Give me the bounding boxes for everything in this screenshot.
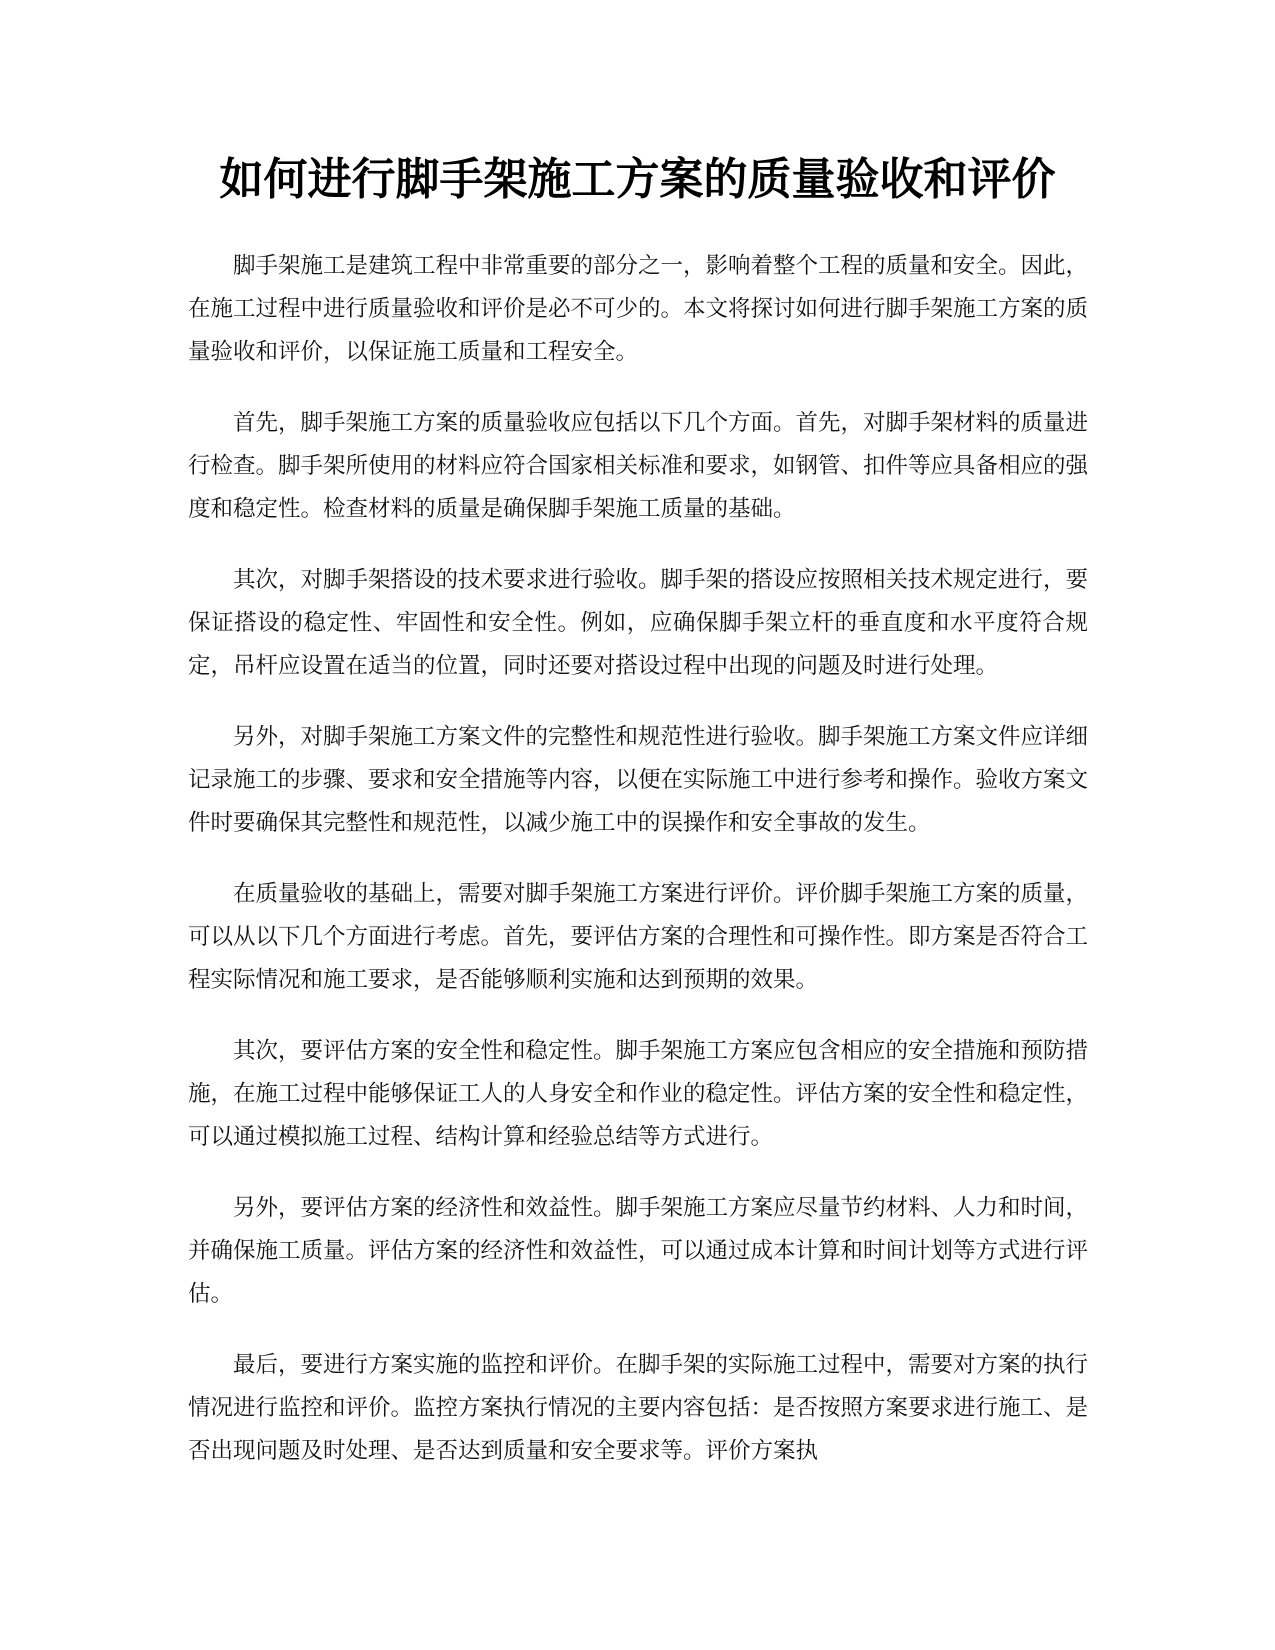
paragraph-erection-check: 其次，对脚手架搭设的技术要求进行验收。脚手架的搭设应按照相关技术规定进行，要保证搭设的稳定性、牢固性和安全性。例如，应确保脚手架立杆的垂直度和水平度符合规定，吊杆应设置在适当的位置，同时还要对搭设过程中出现的问题及时进行处理。 — [188, 567, 1089, 679]
document-body — [188, 245, 1088, 1501]
paragraph-evaluation-safety: 其次，要评估方案的安全性和稳定性。脚手架施工方案应包含相应的安全措施和预防措施，在施工过程中能够保证工人的人身安全和作业的稳定性。评估方案的安全性和稳定性，可以通过模拟施工过程、结构计算和经验总结等方式进行。 — [188, 1038, 1089, 1150]
paragraph-evaluation-economy: 另外，要评估方案的经济性和效益性。脚手架施工方案应尽量节约材料、人力和时间，并确保施工质量。评估方案的经济性和效益性，可以通过成本计算和时间计划等方式进行评估。 — [188, 1195, 1089, 1307]
paragraph-monitoring: 最后，要进行方案实施的监控和评价。在脚手架的实际施工过程中，需要对方案的执行情况进行监控和评价。监控方案执行情况的主要内容包括：是否按照方案要求进行施工、是否出现问题及时处理、是否达到质量和安全要求等。评价方案执 — [188, 1352, 1089, 1464]
paragraph-material-check: 首先，脚手架施工方案的质量验收应包括以下几个方面。首先，对脚手架材料的质量进行检查。脚手架所使用的材料应符合国家相关标准和要求，如钢管、扣件等应具备相应的强度和稳定性。检查材料的质量是确保脚手架施工质量的基础。 — [188, 410, 1089, 522]
paragraph-intro: 脚手架施工是建筑工程中非常重要的部分之一，影响着整个工程的质量和安全。因此，在施工过程中进行质量验收和评价是必不可少的。本文将探讨如何进行脚手架施工方案的质量验收和评价，以保证施工质量和工程安全。 — [188, 253, 1089, 365]
paragraph-evaluation-feasibility: 在质量验收的基础上，需要对脚手架施工方案进行评价。评价脚手架施工方案的质量，可以从以下几个方面进行考虑。首先，要评估方案的合理性和可操作性。即方案是否符合工程实际情况和施工要求，是否能够顺利实施和达到预期的效果。 — [188, 881, 1089, 993]
paragraph-document-check: 另外，对脚手架施工方案文件的完整性和规范性进行验收。脚手架施工方案文件应详细记录施工的步骤、要求和安全措施等内容，以便在实际施工中进行参考和操作。验收方案文件时要确保其完整性和规范性，以减少施工中的误操作和安全事故的发生。 — [188, 724, 1089, 836]
document-title: 如何进行脚手架施工方案的质量验收和评价 — [219, 154, 1056, 205]
